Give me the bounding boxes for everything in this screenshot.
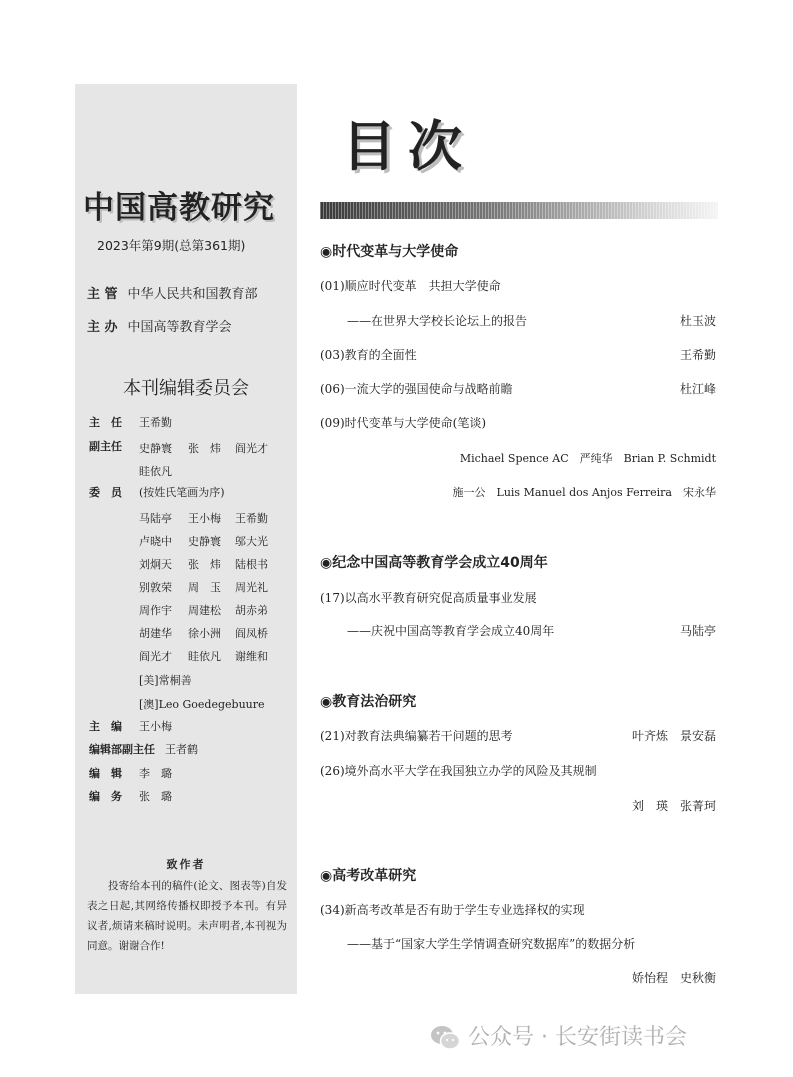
member-name: 刘炯天: [139, 558, 172, 571]
journal-title: 中国高教研究: [83, 190, 275, 226]
toc-entry-author: 娇怡程 史秋衡: [631, 971, 716, 985]
toc-entry-title: (21)对教育法典编纂若干问题的思考: [320, 729, 513, 743]
member-name: 史静寰: [188, 535, 221, 548]
office-deputy-label: 编辑部副主任: [89, 743, 155, 756]
member-name: 卢晓中: [139, 535, 172, 548]
toc-entry-title: (03)教育的全面性: [320, 348, 417, 362]
member-name: 周 玉: [188, 581, 221, 594]
sidebar-panel: [75, 84, 297, 994]
editorial-board-title: 本刊编辑委员会: [123, 378, 249, 399]
deputy-name: 史静寰: [139, 442, 172, 455]
section-title: ◉纪念中国高等教育学会成立40周年: [320, 555, 548, 571]
member-name: [澳]Leo Goedegebuure: [139, 698, 265, 711]
member-name: 阎光才: [139, 650, 172, 663]
affairs-row: [89, 790, 172, 804]
toc-entry-title: (26)境外高水平大学在我国独立办学的风险及其规制: [320, 764, 597, 778]
office-deputy-name: 王者鹤: [165, 743, 198, 756]
editor-in-chief-label: 主 编: [89, 720, 122, 733]
deputy-name: 阎光才: [235, 442, 268, 455]
sponsor-value: 中国高等教育学会: [127, 320, 232, 335]
member-name: 邬大光: [235, 535, 268, 548]
member-name: 周光礼: [235, 581, 268, 594]
director-label: 主 任: [89, 416, 122, 429]
toc-entry-author: 刘 瑛 张菁珂: [631, 799, 716, 813]
deputy-row: [89, 440, 139, 454]
deputy-label: 副主任: [89, 440, 122, 453]
director-name: 王希勤: [139, 416, 172, 429]
toc-heading: 目次: [342, 115, 474, 178]
section-title: ◉高考改革研究: [320, 868, 417, 884]
toc-entry-title: (01)顺应时代变革 共担大学使命: [320, 279, 501, 293]
issue-number: 2023年第9期(总第361期): [97, 238, 246, 253]
wechat-icon: [430, 1025, 460, 1051]
toc-entry-authors: Michael Spence AC 严纯华 Brian P. Schmidt: [459, 452, 716, 465]
sponsor-label: 主 办: [87, 320, 118, 335]
supervisor-value: 中华人民共和国教育部: [127, 287, 258, 302]
wechat-watermark: [430, 1020, 687, 1051]
toc-entry-title: (34)新高考改革是否有助于学生专业选择权的实现: [320, 903, 585, 917]
member-name: [美]常桐善: [139, 674, 192, 687]
editor-in-chief-row: [89, 720, 172, 734]
toc-entry-title: (09)时代变革与大学使命(笔谈): [320, 416, 486, 430]
editor-in-chief-name: 王小梅: [139, 720, 172, 733]
members-label: 委 员: [89, 486, 122, 499]
notice-text: 投寄给本刊的稿件(论文、图表等)自发表之日起,其网络传播权即授予本刊。有异议者,烦请来稿时说明。未声明者,本刊视为同意。谢谢合作!: [87, 880, 287, 952]
editor-name: 李 璐: [139, 767, 172, 780]
editor-row: [89, 767, 172, 781]
member-name: 阎凤桥: [235, 627, 268, 640]
toc-entry-author: 杜江峰: [679, 382, 716, 396]
toc-entry-subtitle: ——在世界大学校长论坛上的报告: [347, 314, 528, 328]
watermark-text: 公众号 · 长安街读书会: [468, 1025, 687, 1050]
toc-entry-title: (06)一流大学的强国使命与战略前瞻: [320, 382, 513, 396]
toc-entry-author: 杜玉波: [679, 314, 716, 328]
toc-entry-author: 叶齐炼 景安磊: [631, 729, 716, 743]
member-name: 别敦荣: [139, 581, 172, 594]
members-row: [89, 486, 225, 500]
member-name: 周建松: [188, 604, 221, 617]
toc-entry-subtitle: ——基于“国家大学生学情调查研究数据库”的数据分析: [347, 937, 636, 951]
toc-entry-subtitle: ——庆祝中国高等教育学会成立40周年: [347, 624, 555, 638]
supervisor-label: 主 管: [87, 287, 118, 302]
member-name: 胡建华: [139, 627, 172, 640]
editor-label: 编 辑: [89, 767, 122, 780]
member-name: 马陆亭: [139, 512, 172, 525]
member-name: 张 炜: [188, 558, 221, 571]
member-name: 谢维和: [235, 650, 268, 663]
supervisor-row: [87, 283, 258, 302]
member-name: 陆根书: [235, 558, 268, 571]
office-deputy-row: [89, 743, 198, 757]
member-name: 胡赤弟: [235, 604, 268, 617]
member-name: 徐小洲: [188, 627, 221, 640]
affairs-name: 张 璐: [139, 790, 172, 803]
decorative-gradient-bar: [320, 202, 718, 219]
toc-entry-author: 马陆亭: [679, 624, 716, 638]
section-title: ◉教育法治研究: [320, 694, 417, 710]
member-name: 周作宇: [139, 604, 172, 617]
toc-entry-author: 王希勤: [679, 348, 716, 362]
member-name: 眭依凡: [188, 650, 221, 663]
toc-entry-authors: 施一公 Luis Manuel dos Anjos Ferreira 宋永华: [452, 486, 716, 499]
member-name: 王希勤: [235, 512, 268, 525]
section-title: ◉时代变革与大学使命: [320, 244, 459, 260]
deputy-name: 眭依凡: [139, 465, 172, 478]
toc-entry-title: (17)以高水平教育研究促高质量事业发展: [320, 591, 537, 605]
sponsor-row: [87, 316, 232, 335]
notice-title: 致作者: [166, 858, 206, 871]
deputy-name: 张 炜: [188, 442, 221, 455]
members-note: (按姓氏笔画为序): [139, 486, 225, 499]
affairs-label: 编 务: [89, 790, 122, 803]
member-name: 王小梅: [188, 512, 221, 525]
director-row: [89, 416, 172, 430]
